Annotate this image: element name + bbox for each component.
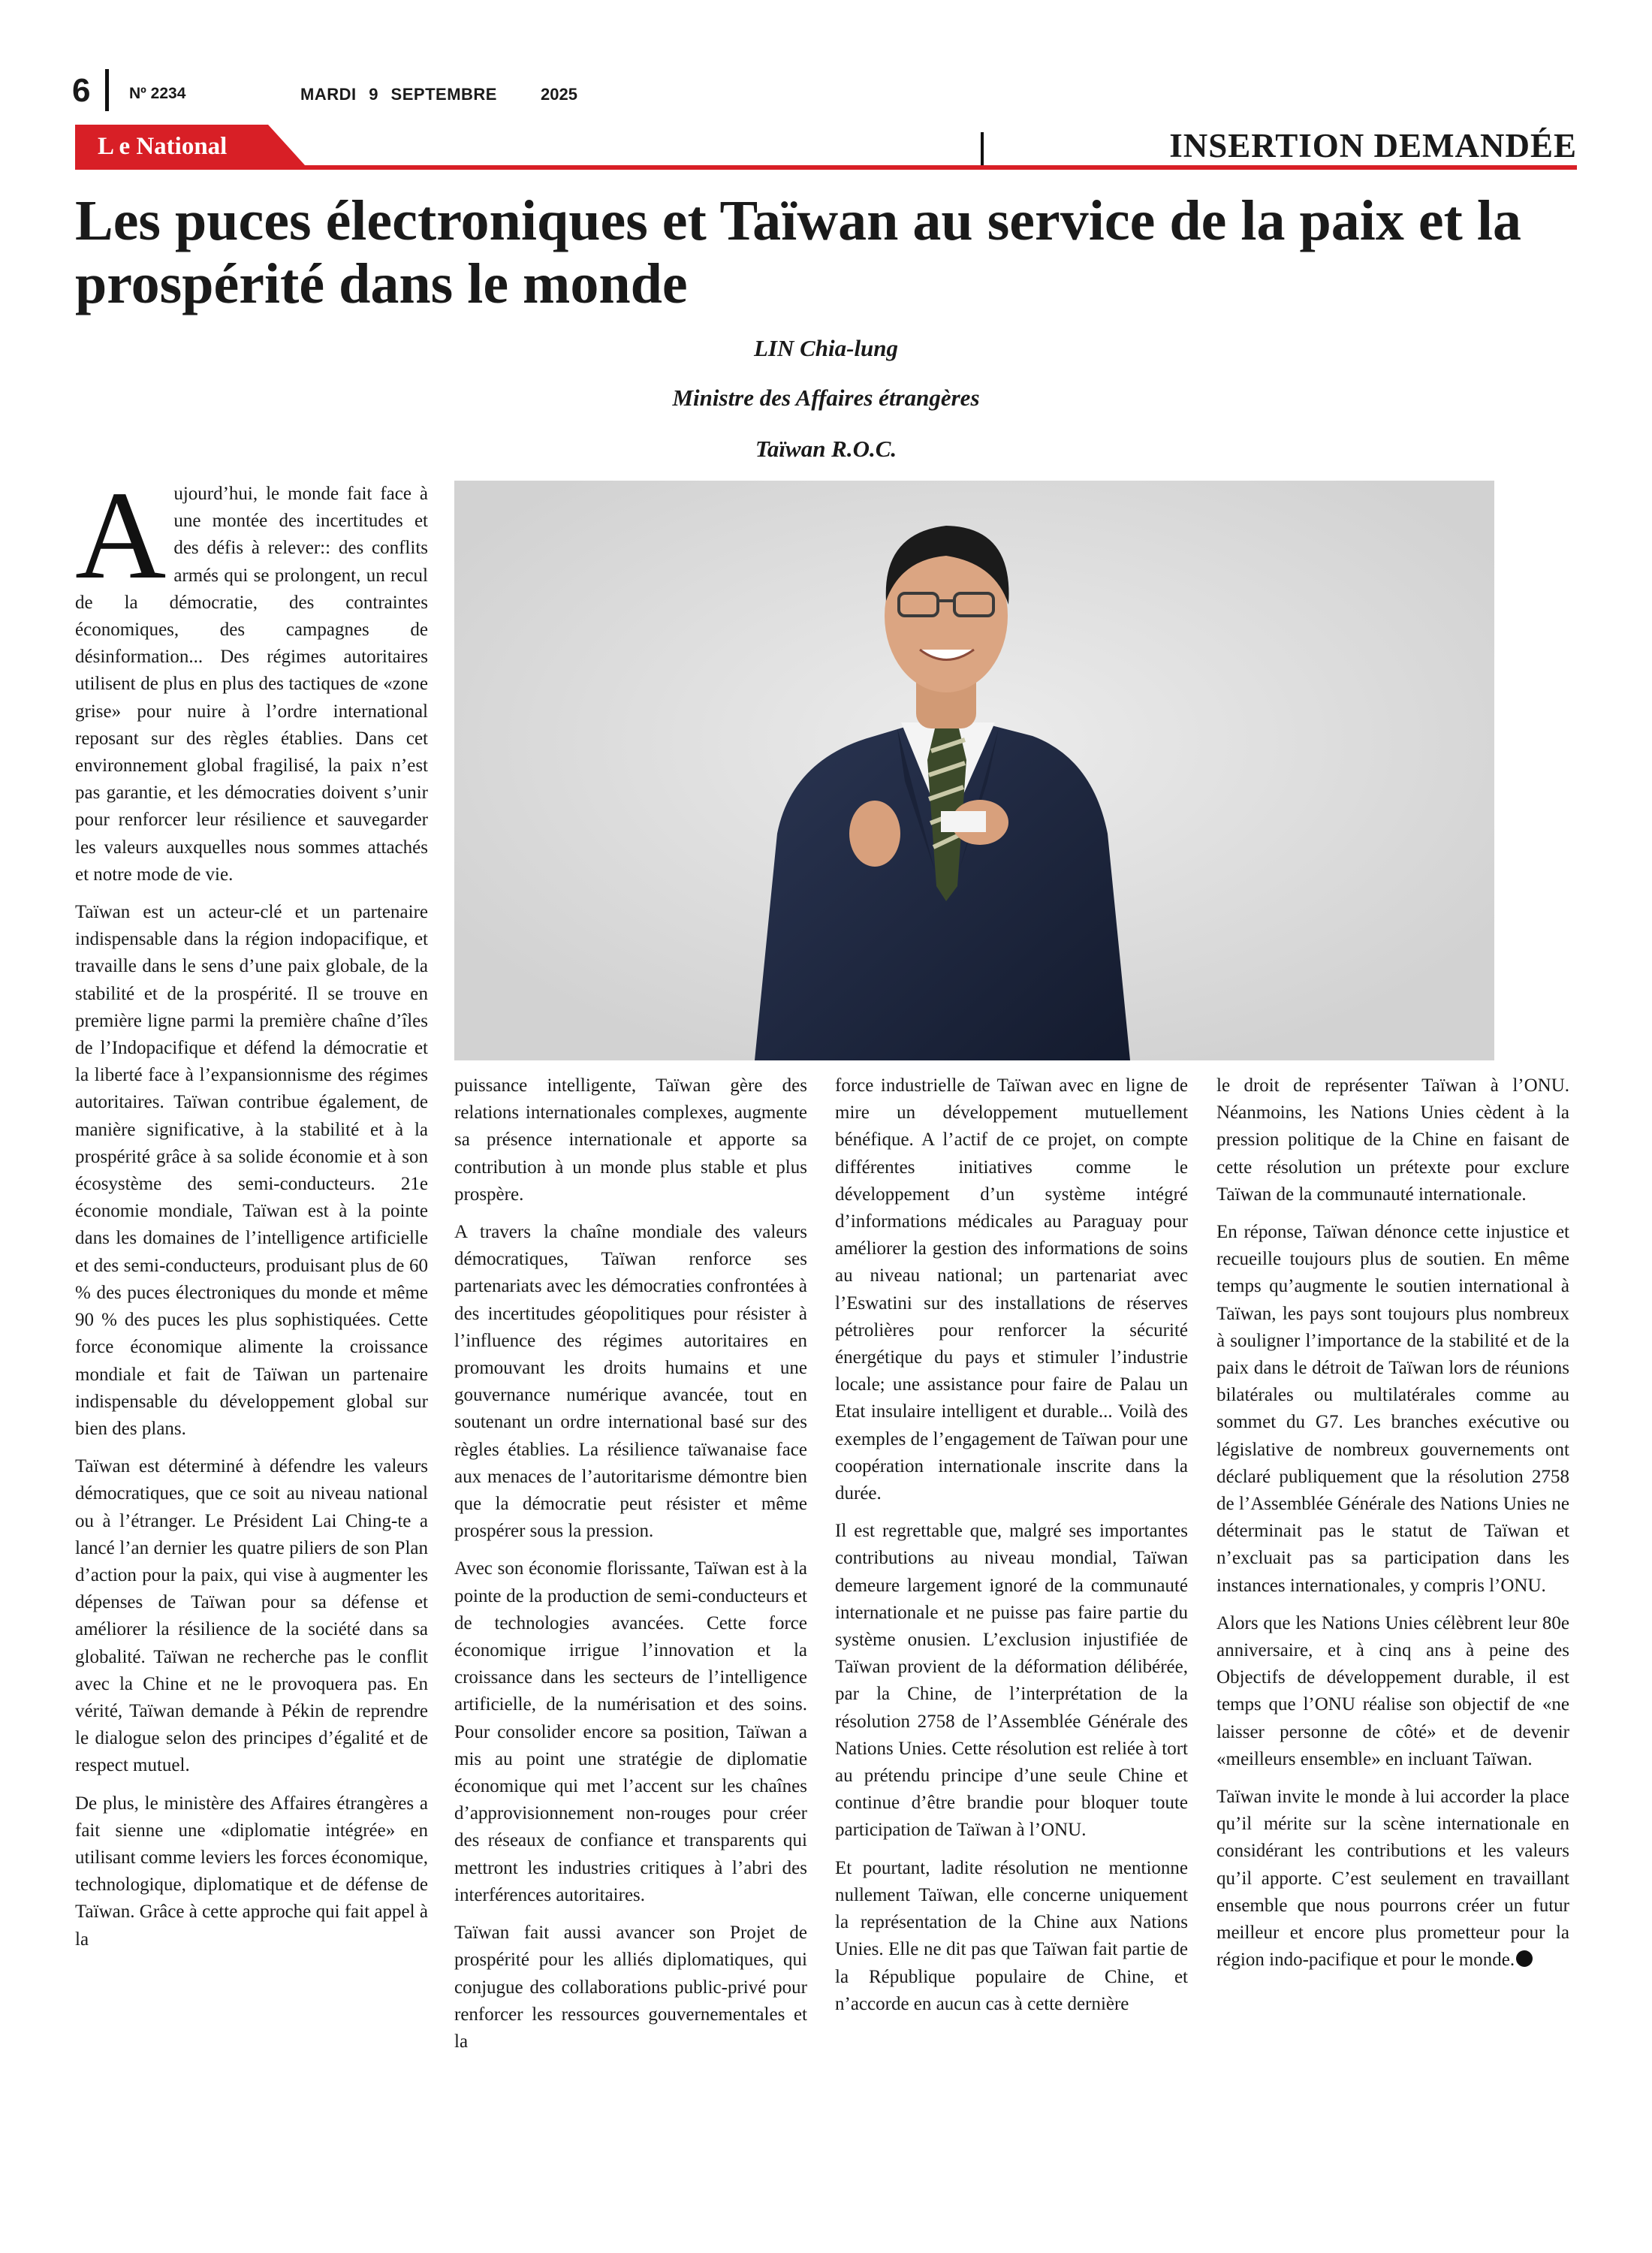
paragraph: De plus, le ministère des Affaires étrangères a fait sienne une «diplomatie intégrée» en utilisant comme leviers les forces économique, technologique, diplomatique et de défense de Taïwan. Grâce à cette approche qui fait appel à la <box>75 1793 428 1950</box>
issue-date: MARDI 9 SEPTEMBRE <box>300 85 497 104</box>
paragraph: Avec son économie florissante, Taïwan est à la pointe de la production de semi-conducteurs et de technologies avancées. Cette force économique irrigue l’innovation et la croissance dans les secteurs de l’intelligence artificielle, de la numérisation et des soins. Pour consolider encore sa position, Taïwan a mis au point une stratégie de diplomatie économique qui met l’accent sur les chaînes d’approvisionnement non-rouges pour créer des réseaux de confiance et transparents qui mettront les industries critiques à l’abri des interférences autoritaires. <box>454 1558 807 1905</box>
paragraph: force industrielle de Taïwan avec en ligne de mire un développement mutuellement bénéfique. A l’actif de ce projet, on compte différentes initiatives comme le développement d’un système intégré d’informations médicales au Paraguay pour améliorer la gestion des informations de soins au niveau national; un partenariat avec l’Eswatini sur des installations de réserves pétrolières pour renforcer la sécurité énergétique du pays et stimuler l’industrie locale; une assistance pour faire de Palau un Etat insulaire intelligent et durable... Voilà des exemples de l’engagement de Taïwan pour une coopération internationale inscrite dans la durée. <box>835 1075 1188 1504</box>
header-rule <box>75 165 1577 170</box>
end-mark-icon <box>1516 1950 1533 1967</box>
issue-number: Nº 2234 <box>129 85 186 102</box>
portrait-illustration <box>454 481 1494 1060</box>
paragraph: Il est regrettable que, malgré ses importantes contributions au niveau mondial, Taïwan demeure largement ignoré de la communauté internationale et ne puisse pas faire partie du système onusien. L’exclusion injustifiée de Taïwan provient de la déformation délibérée, par la Chine, de l’interprétation de la résolution 2758 de l’Assemblée Générale des Nations Unies. Cette résolution est reliée à tort au prétendu principe d’une seule Chine et continue d’être brandie pour bloquer toute participation de Taïwan à l’ONU. <box>835 1521 1188 1841</box>
author-photo <box>454 481 1494 1060</box>
insertion-label: INSERTION DEMANDÉE <box>1169 127 1577 164</box>
paragraph: Alors que les Nations Unies célèbrent leur 80e anniversaire, et à cinq ans à peine des Objectifs de développement durable, il est temps que l’ONU réalise son objectif de «ne laisser personne de côté» et de devenir «meilleurs ensemble» en incluant Taïwan. <box>1216 1612 1569 1769</box>
header-divider <box>981 132 984 167</box>
page-number: 6 <box>72 72 91 109</box>
paragraph: Taïwan est un acteur-clé et un partenaire indispensable dans la région indopacifique, et travaille dans le sens d’une paix globale, de la stabilité et de la prospérité. Il se trouve en première ligne parmi la première chaîne d’îles de l’Indopacifique et défend la démocratie et la liberté face à l’expansionnisme des régimes autoritaires. Taïwan contribue également, de manière significative, à la stabilité et à la prospérité grâce à sa solide économie et à son écosystème des semi-conducteurs. 21e économie mondiale, Taïwan est à la pointe dans les domaines de l’intelligence artificielle et des semi-conducteurs, produisant plus de 60 % des puces électroniques du monde et même 90 % des puces les plus sophistiquées. Cette force économique alimente la croissance mondiale et fait de Taïwan un partenaire indispensable du développement global sur bien des plans. <box>75 902 428 1439</box>
paragraph-text: Taïwan invite le monde à lui accorder la place qu’il mérite sur la scène internationale en considérant les contributions et les valeurs qu’il apporte. C’est seulement en travaillant ensemble que nous pourrons créer un futur meilleur et encore plus prometteur pour la région indo-pacifique et pour le monde. <box>1216 1787 1569 1971</box>
paragraph: le droit de représenter Taïwan à l’ONU. Néanmoins, les Nations Unies cèdent à la pression politique de la Chine en faisant de cette résolution un prétexte pour exclure Taïwan de la communauté internationale. <box>1216 1075 1569 1205</box>
paragraph: Taïwan fait aussi avancer son Projet de prospérité pour les alliés diplomatiques, qui conjugue des collaborations public-privé pour renforcer les ressources gouvernementales et la <box>454 1923 807 2052</box>
article-column-2 <box>454 1072 807 2055</box>
paragraph-text: ujourd’hui, le monde fait face à une montée des incertitudes et des défis à relever:: des conflits armés qui se prolongent, un recul de la démocratie, des contraintes économiques, des campagnes de désinformation... Des régimes autoritaires utilisent de plus en plus des tactiques de «zone grise» pour nuire à l’ordre international reposant sur des règles établies. Dans cet environnement global fragilisé, la paix n’est pas garantie, et les démocraties doivent s’unir pour renforcer leur résilience et sauvegarder les valeurs auxquelles nous sommes attachés et notre mode de vie. <box>75 484 428 885</box>
paragraph: En réponse, Taïwan dénonce cette injustice et recueille toujours plus de soutien. En même temps qu’augmente le soutien international à Taïwan, les pays sont toujours plus nombreux à souligner l’importance de la stabilité et de la paix dans le détroit de Taïwan lors de réunions bilatérales ou multilatérales comme au sommet du G7. Les branches exécutive ou législative de nombreux gouvernements ont déclaré publiquement que la résolution 2758 de l’Assemblée Générale des Nations Unies ne déterminait pas le statut de Taïwan et n’excluait pas sa participation dans les instances internationales, y compris l’ONU. <box>1216 1222 1569 1596</box>
paragraph <box>75 466 428 888</box>
author-name: LIN Chia-lung <box>753 335 899 361</box>
author-role: Ministre des Affaires étrangères <box>672 385 980 411</box>
author-country: Taïwan R.O.C. <box>755 436 897 462</box>
article-column-4 <box>1216 1072 1569 1974</box>
paragraph: Taïwan est déterminé à défendre les valeurs démocratiques, que ce soit au niveau national ou à l’étranger. Le Président Lai Ching-te a lancé l’an dernier les quatre piliers de son Plan d’action pour la paix, qui vise à augmenter les dépenses de Taïwan pour sa défense et améliorer la résilience de la société dans sa globalité. Taïwan ne recherche pas le conflit avec la Chine et ne le provoquera pas. En vérité, Taïwan demande à Pékin de reprendre le dialogue selon des principes d’égalité et de respect mutuel. <box>75 1456 428 1776</box>
page-number-divider <box>105 69 109 111</box>
paragraph: puissance intelligente, Taïwan gère des relations internationales complexes, augmente sa présence internationale et apporte sa contribution à un monde plus stable et plus prospère. <box>454 1075 807 1205</box>
section-label: L e National <box>98 133 228 160</box>
article-column-1 <box>75 466 428 1953</box>
paragraph <box>1216 1784 1569 1974</box>
article-column-3 <box>835 1072 1188 2018</box>
drop-cap: A <box>75 466 167 605</box>
issue-year: 2025 <box>541 85 577 104</box>
paragraph: Et pourtant, ladite résolution ne mentionne nullement Taïwan, elle concerne uniquement la représentation de la Chine aux Nations Unies. Elle ne dit pas que Taïwan fait partie de la République populaire de Chine, et n’accorde en aucun cas à cette dernière <box>835 1857 1188 2014</box>
headline: Les puces électroniques et Taïwan au service de la paix et la prospérité dans le monde <box>75 189 1521 315</box>
paragraph: A travers la chaîne mondiale des valeurs démocratiques, Taïwan renforce ses partenariats avec les démocraties confrontées à des incertitudes géopolitiques pour résister à l’influence des régimes autoritaires en promouvant les droits humains et une gouvernance numérique avancée, tout en soutenant un ordre international basé sur des règles établies. La résilience taïwanaise face aux menaces de l’autoritarisme démontre bien que la démocratie peut résister et même prospérer sous la pression. <box>454 1222 807 1542</box>
